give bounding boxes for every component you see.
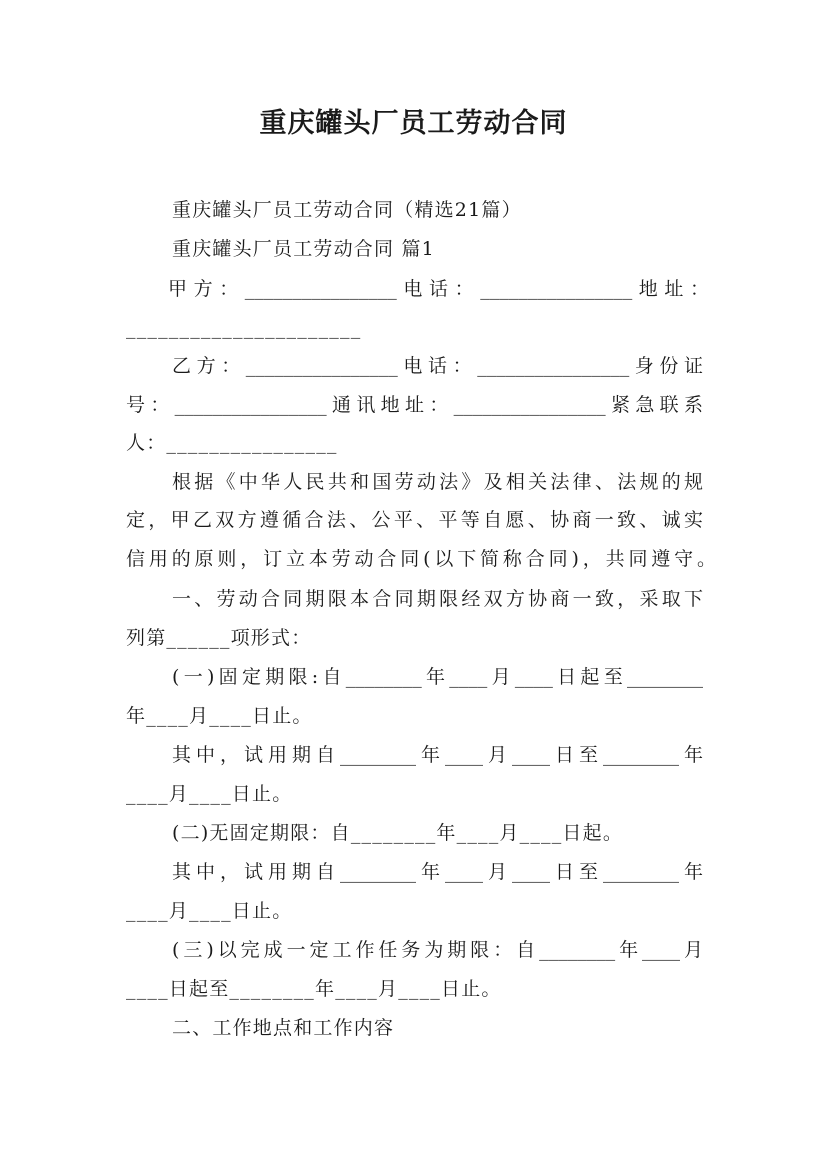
section-heading: 重庆罐头厂员工劳动合同 篇1 [172, 238, 435, 260]
party-a-address-line: ______________________ [126, 317, 362, 339]
party-b-line: 乙方：________________电话：________________身份证 [172, 355, 703, 377]
clause-line: ____月____日止。 [126, 900, 293, 922]
subtitle-line: 重庆罐头厂员工劳动合同（精选21篇） [172, 199, 522, 221]
clause-line: 列第______项形式： [126, 627, 312, 649]
clause-line: 其中，试用期自________年____月____日至________年 [172, 744, 703, 766]
body-paragraph: 定，甲乙双方遵循合法、公平、平等自愿、协商一致、诚实 [126, 509, 703, 531]
party-b-line-2: 号：________________通讯地址：________________紧急联系 [126, 394, 703, 416]
clause-line: (三)以完成一定工作任务为期限：自________年____月 [172, 939, 703, 961]
clause-line: ____日起至________年____月____日止。 [126, 978, 502, 1000]
body-paragraph: 根据《中华人民共和国劳动法》及相关法律、法规的规 [172, 471, 703, 493]
clause-line: (一)固定期限:自________年____月____日起至________ [172, 666, 703, 688]
body-paragraph: 信用的原则，订立本劳动合同(以下简称合同)，共同遵守。 [126, 548, 716, 570]
clause-line: (二)无固定期限：自________年____月____日起。 [172, 822, 624, 844]
clause-line: 其中，试用期自________年____月____日至________年 [172, 861, 703, 883]
clause-line: 年____月____日止。 [126, 705, 313, 727]
document-title: 重庆罐头厂员工劳动合同 [259, 108, 568, 139]
clause-heading: 一、劳动合同期限本合同期限经双方协商一致，采取下 [172, 588, 703, 610]
party-b-line-3: 人：________________ [126, 432, 338, 454]
clause-heading: 二、工作地点和工作内容 [172, 1017, 395, 1039]
clause-line: ____月____日止。 [126, 783, 293, 805]
party-a-line: 甲方：________________电话：________________地址： [168, 278, 709, 300]
